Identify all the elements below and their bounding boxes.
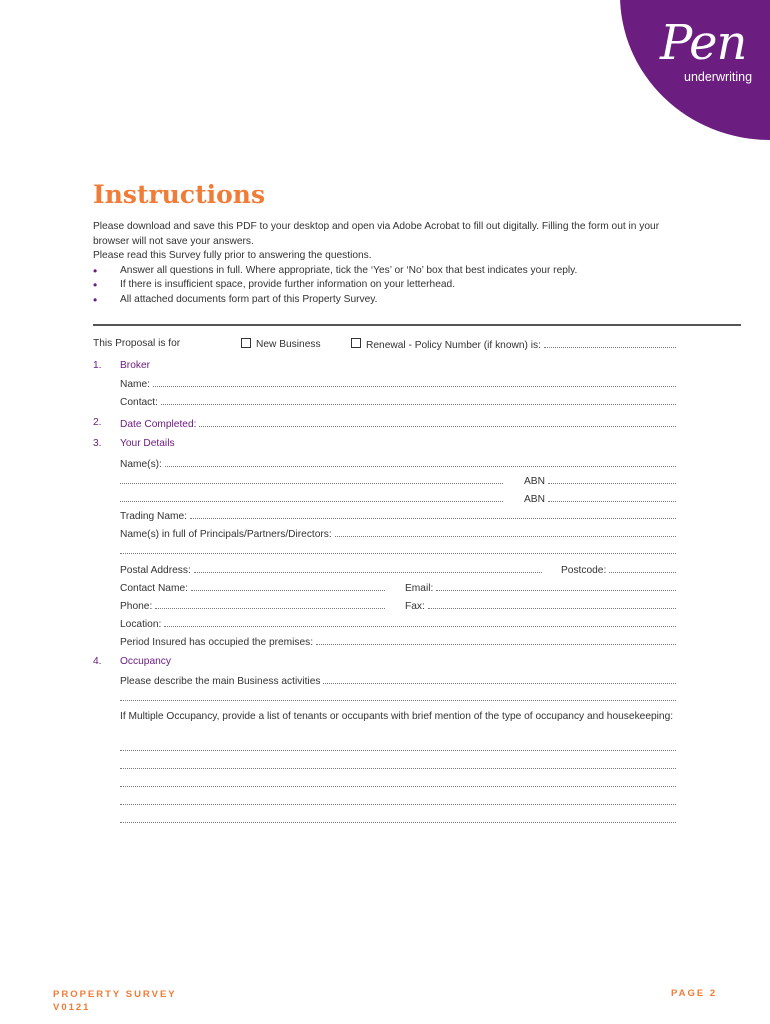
names-field[interactable]: Name(s):	[120, 457, 676, 470]
names-continuation-line[interactable]	[120, 483, 503, 484]
business-activities-field[interactable]: Please describe the main Business activities	[120, 674, 676, 687]
new-business-option[interactable]: New Business	[241, 338, 321, 350]
occupancy-answer-line[interactable]	[120, 786, 676, 787]
occupancy-answer-line[interactable]	[120, 822, 676, 823]
principals-continuation-line[interactable]	[120, 553, 676, 554]
date-completed-field[interactable]: Date Completed:	[120, 417, 676, 430]
names-continuation-line[interactable]	[120, 501, 503, 502]
footer-version: V0121	[53, 1002, 91, 1013]
broker-contact-field[interactable]: Contact:	[120, 395, 676, 408]
divider	[93, 324, 741, 326]
proposal-label: This Proposal is for	[93, 338, 181, 349]
renewal-checkbox[interactable]	[351, 338, 361, 348]
instruction-item: • If there is insufficient space, provide further information on your letterhead.	[93, 278, 693, 293]
occupancy-answer-line[interactable]	[120, 804, 676, 805]
footer-document-info	[53, 988, 177, 1014]
section-heading-occupancy: Occupancy	[120, 656, 171, 667]
instruction-item: • All attached documents form part of this Property Survey.	[93, 293, 693, 308]
section-number: 4.	[93, 656, 102, 667]
footer-page-number: PAGE 2	[671, 988, 718, 999]
new-business-checkbox[interactable]	[241, 338, 251, 348]
business-activities-continuation-line[interactable]	[120, 700, 676, 701]
email-field[interactable]: Email:	[405, 581, 676, 594]
broker-name-field[interactable]: Name:	[120, 377, 676, 390]
section-number: 2.	[93, 417, 102, 428]
occupancy-answer-line[interactable]	[120, 768, 676, 769]
principals-field[interactable]: Name(s) in full of Principals/Partners/Directors:	[120, 527, 676, 540]
instruction-item: • Answer all questions in full. Where appropriate, tick the ‘Yes’ or ‘No’ box that best indicates your reply.	[93, 264, 693, 279]
fax-field[interactable]: Fax:	[405, 599, 676, 612]
section-number: 1.	[93, 360, 102, 371]
instruction-list	[93, 264, 693, 308]
contact-name-field[interactable]: Contact Name:	[120, 581, 385, 594]
instructions-text	[93, 220, 693, 307]
postal-address-field[interactable]: Postal Address:	[120, 563, 542, 576]
section-number: 3.	[93, 438, 102, 449]
page-title: Instructions	[93, 180, 266, 209]
trading-name-field[interactable]: Trading Name:	[120, 509, 676, 522]
section-heading-your-details: Your Details	[120, 438, 175, 449]
occupancy-answer-line[interactable]	[120, 750, 676, 751]
footer-document-name: PROPERTY SURVEY	[53, 989, 177, 1000]
abn-field[interactable]: ABN	[524, 492, 676, 505]
location-field[interactable]: Location:	[120, 617, 676, 630]
logo-subtitle: underwriting	[684, 70, 753, 84]
multiple-occupancy-question: If Multiple Occupancy, provide a list of tenants or occupants with brief mention of the type of occupancy and housekeeping:	[120, 711, 674, 722]
policy-number-field[interactable]	[544, 338, 676, 348]
phone-field[interactable]: Phone:	[120, 599, 385, 612]
postcode-field[interactable]: Postcode:	[561, 563, 676, 576]
pen-logo: Pen	[660, 15, 747, 71]
intro-paragraph-2: Please read this Survey fully prior to answering the questions.	[93, 250, 372, 261]
abn-field[interactable]: ABN	[524, 474, 676, 487]
intro-paragraph-1: Please download and save this PDF to your desktop and open via Adobe Acrobat to fill out digitally. Filling the form out in your browser will not save your answers.	[93, 221, 660, 247]
renewal-option[interactable]: Renewal - Policy Number (if known) is:	[351, 338, 676, 351]
period-occupied-field[interactable]: Period Insured has occupied the premises:	[120, 635, 676, 648]
section-heading-broker: Broker	[120, 360, 151, 371]
